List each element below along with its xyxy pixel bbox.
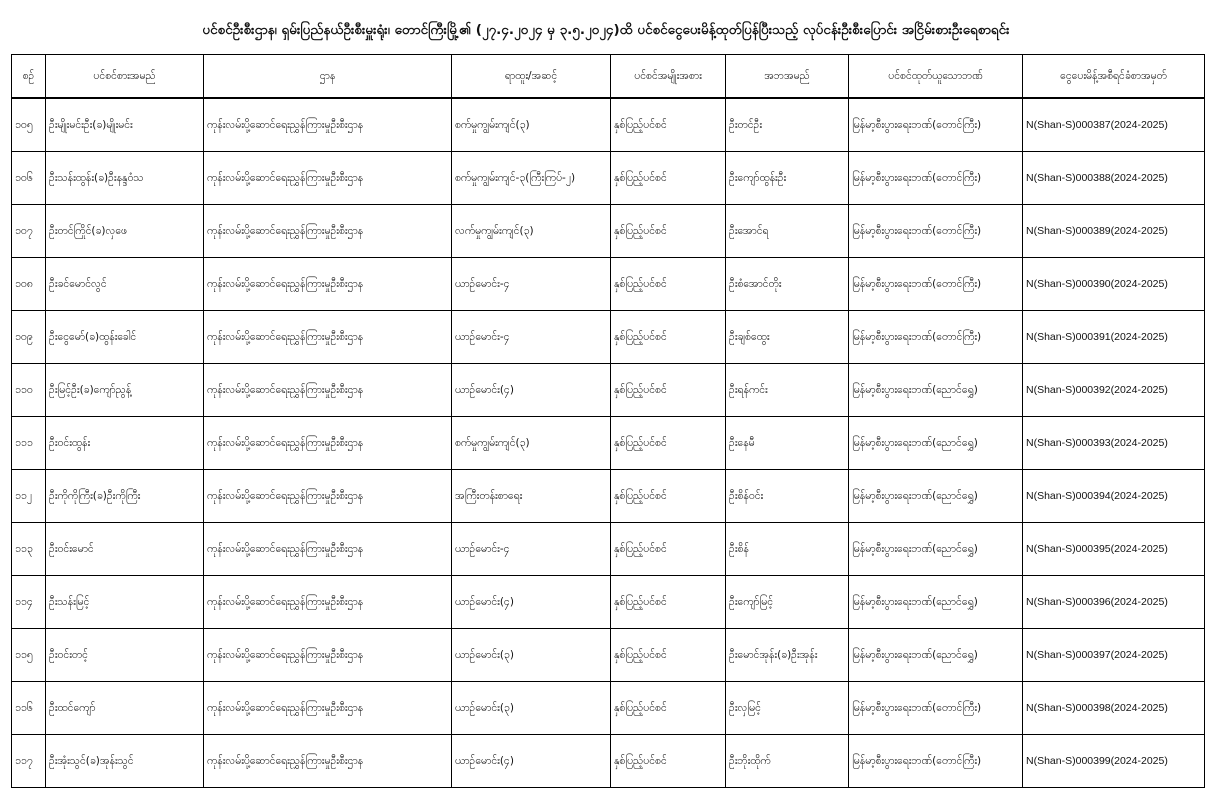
- cell-name: ဦးခင်မောင်လွင်: [46, 258, 204, 311]
- cell-no: ၁၀၉: [12, 311, 46, 364]
- cell-rank: အကြီးတန်းစာရေး: [452, 470, 611, 523]
- cell-father: ဦးတင်ဦး: [726, 98, 849, 152]
- cell-license: N(Shan-S)000397(2024-2025): [1023, 629, 1205, 682]
- cell-rank: စက်မှုကျွမ်းကျင်(၃): [452, 98, 611, 152]
- cell-license: N(Shan-S)000388(2024-2025): [1023, 152, 1205, 205]
- cell-father: ဦးရန်ကင်း: [726, 364, 849, 417]
- header-father: အဘအမည်: [726, 55, 849, 99]
- cell-rank: ယာဉ်မောင်း-၄: [452, 258, 611, 311]
- cell-department: ကုန်းလမ်းပို့ဆောင်ရေးညွှန်ကြားမှုဦးစီးဌာန: [204, 205, 452, 258]
- cell-rank: ယာဉ်မောင်း-၄: [452, 523, 611, 576]
- cell-rank: စက်မှုကျွမ်းကျင်(၃): [452, 417, 611, 470]
- table-row: [12, 98, 1205, 152]
- cell-department: ကုန်းလမ်းပို့ဆောင်ရေးညွှန်ကြားမှုဦးစီးဌာန: [204, 311, 452, 364]
- table-row: [12, 523, 1205, 576]
- cell-license: N(Shan-S)000399(2024-2025): [1023, 735, 1205, 788]
- cell-license: N(Shan-S)000392(2024-2025): [1023, 364, 1205, 417]
- table-row: [12, 682, 1205, 735]
- cell-rank: ယာဉ်မောင်း-၄: [452, 311, 611, 364]
- cell-no: ၁၁၁: [12, 417, 46, 470]
- table-row: [12, 735, 1205, 788]
- header-license: ငွေပေးမိန့်အစီရင်ခံစာအမှတ်: [1023, 55, 1205, 99]
- table-row: [12, 629, 1205, 682]
- cell-license: N(Shan-S)000393(2024-2025): [1023, 417, 1205, 470]
- cell-no: ၁၁၃: [12, 523, 46, 576]
- cell-name: ဦးမြင့်ဦး(ခ)ကျော်ညွန့်: [46, 364, 204, 417]
- cell-no: ၁၁၂: [12, 470, 46, 523]
- cell-father: ဦးကျော်ထွန်းဦး: [726, 152, 849, 205]
- cell-bank: မြန်မာ့စီးပွားရေးဘဏ်(တောင်ကြီး): [849, 258, 1023, 311]
- header-name: ပင်စင်စားအမည်: [46, 55, 204, 99]
- cell-no: ၁၀၇: [12, 205, 46, 258]
- cell-department: ကုန်းလမ်းပို့ဆောင်ရေးညွှန်ကြားမှုဦးစီးဌာန: [204, 629, 452, 682]
- cell-license: N(Shan-S)000395(2024-2025): [1023, 523, 1205, 576]
- cell-no: ၁၀၅: [12, 98, 46, 152]
- cell-no: ၁၀၆: [12, 152, 46, 205]
- cell-department: ကုန်းလမ်းပို့ဆောင်ရေးညွှန်ကြားမှုဦးစီးဌာန: [204, 258, 452, 311]
- cell-name: ဦးမျိုးမင်းဦး(ခ)မျိုးမင်း: [46, 98, 204, 152]
- cell-pension-type: နှစ်ပြည့်ပင်စင်: [611, 576, 726, 629]
- header-rank: ရာထူး/အဆင့်: [452, 55, 611, 99]
- cell-bank: မြန်မာ့စီးပွားရေးဘဏ်(တောင်ကြီး): [849, 205, 1023, 258]
- table-row: [12, 417, 1205, 470]
- cell-father: ဦးစိန်: [726, 523, 849, 576]
- table-row: [12, 576, 1205, 629]
- table-row: [12, 258, 1205, 311]
- cell-name: ဦးဝင်းထွန်း: [46, 417, 204, 470]
- cell-license: N(Shan-S)000391(2024-2025): [1023, 311, 1205, 364]
- cell-name: ဦးသန်းထွန်း(ခ)ဦးနန္ဒဝံသ: [46, 152, 204, 205]
- table-row: [12, 311, 1205, 364]
- cell-department: ကုန်းလမ်းပို့ဆောင်ရေးညွှန်ကြားမှုဦးစီးဌာန: [204, 735, 452, 788]
- cell-department: ကုန်းလမ်းပို့ဆောင်ရေးညွှန်ကြားမှုဦးစီးဌာန: [204, 152, 452, 205]
- header-bank: ပင်စင်ထုတ်ယူသောဘဏ်: [849, 55, 1023, 99]
- document-title: ပင်စင်ဦးစီးဌာန၊ ရှမ်းပြည်နယ်ဦးစီးမှူးရုံး၊ တောင်ကြီးမြို့၏ (၂၇.၄.၂၀၂၄ မှ ၃.၅.၂၀၂၄)ထိ ပင်စင်ငွေပေးမိန့်ထုတ်ပြန်ပြီးသည့် လုပ်ငန်းဦးစီးပြောင်း အငြိမ်းစားဦးရေစာရင်း: [202, 22, 1010, 38]
- cell-bank: မြန်မာ့စီးပွားရေးဘဏ်(ညောင်ရွှေ): [849, 364, 1023, 417]
- header-department: ဌာန: [204, 55, 452, 99]
- cell-department: ကုန်းလမ်းပို့ဆောင်ရေးညွှန်ကြားမှုဦးစီးဌာန: [204, 417, 452, 470]
- cell-department: ကုန်းလမ်းပို့ဆောင်ရေးညွှန်ကြားမှုဦးစီးဌာန: [204, 682, 452, 735]
- cell-father: ဦးနေမီ: [726, 417, 849, 470]
- cell-license: N(Shan-S)000396(2024-2025): [1023, 576, 1205, 629]
- cell-name: ဦးဝင်းမောင်: [46, 523, 204, 576]
- cell-pension-type: နှစ်ပြည့်ပင်စင်: [611, 682, 726, 735]
- cell-pension-type: နှစ်ပြည့်ပင်စင်: [611, 311, 726, 364]
- cell-father: ဦးချစ်ထွေး: [726, 311, 849, 364]
- table-row: [12, 205, 1205, 258]
- cell-name: ဦးထင်ကျော်: [46, 682, 204, 735]
- pension-table: [11, 54, 1205, 788]
- cell-department: ကုန်းလမ်းပို့ဆောင်ရေးညွှန်ကြားမှုဦးစီးဌာန: [204, 470, 452, 523]
- cell-no: ၁၁၄: [12, 576, 46, 629]
- cell-pension-type: နှစ်ပြည့်ပင်စင်: [611, 629, 726, 682]
- cell-name: ဦးငွေမော်(ခ)ထွန်းခေါင်: [46, 311, 204, 364]
- cell-no: ၁၁၀: [12, 364, 46, 417]
- cell-rank: လက်မှုကျွမ်းကျင်(၃): [452, 205, 611, 258]
- cell-department: ကုန်းလမ်းပို့ဆောင်ရေးညွှန်ကြားမှုဦးစီးဌာန: [204, 364, 452, 417]
- cell-father: ဦးစိန်ဝင်း: [726, 470, 849, 523]
- table-row: [12, 364, 1205, 417]
- cell-father: ဦးကျော်မြင့်: [726, 576, 849, 629]
- cell-name: ဦးဝင်းတင့်: [46, 629, 204, 682]
- table-row: [12, 152, 1205, 205]
- cell-license: N(Shan-S)000387(2024-2025): [1023, 98, 1205, 152]
- cell-name: ဦးတင်ကြိုင်(ခ)လှဖေ: [46, 205, 204, 258]
- cell-father: ဦးအောင်ရ: [726, 205, 849, 258]
- cell-pension-type: နှစ်ပြည့်ပင်စင်: [611, 523, 726, 576]
- cell-rank: ယာဉ်မောင်း(၄): [452, 364, 611, 417]
- cell-department: ကုန်းလမ်းပို့ဆောင်ရေးညွှန်ကြားမှုဦးစီးဌာန: [204, 98, 452, 152]
- cell-license: N(Shan-S)000394(2024-2025): [1023, 470, 1205, 523]
- cell-no: ၁၁၆: [12, 682, 46, 735]
- cell-name: ဦးသန်းမြင့်: [46, 576, 204, 629]
- cell-pension-type: နှစ်ပြည့်ပင်စင်: [611, 98, 726, 152]
- cell-rank: ယာဉ်မောင်း(၄): [452, 735, 611, 788]
- cell-pension-type: နှစ်ပြည့်ပင်စင်: [611, 417, 726, 470]
- cell-pension-type: နှစ်ပြည့်ပင်စင်: [611, 258, 726, 311]
- cell-father: ဦးမောင်အုန်း(ခ)ဦးအုန်း: [726, 629, 849, 682]
- cell-bank: မြန်မာ့စီးပွားရေးဘဏ်(တောင်ကြီး): [849, 735, 1023, 788]
- cell-bank: မြန်မာ့စီးပွားရေးဘဏ်(ညောင်ရွှေ): [849, 470, 1023, 523]
- cell-department: ကုန်းလမ်းပို့ဆောင်ရေးညွှန်ကြားမှုဦးစီးဌာန: [204, 576, 452, 629]
- table-row: [12, 470, 1205, 523]
- header-no: စဉ်: [12, 55, 46, 99]
- cell-father: ဦးစံအောင်တိုး: [726, 258, 849, 311]
- cell-no: ၁၁၅: [12, 629, 46, 682]
- cell-license: N(Shan-S)000390(2024-2025): [1023, 258, 1205, 311]
- cell-father: ဦးဘိုးထိုက်: [726, 735, 849, 788]
- cell-rank: ယာဉ်မောင်း(၄): [452, 576, 611, 629]
- cell-bank: မြန်မာ့စီးပွားရေးဘဏ်(ညောင်ရွှေ): [849, 629, 1023, 682]
- cell-name: ဦးအုံးသွင်(ခ)အုန်းသွင်: [46, 735, 204, 788]
- cell-rank: ယာဉ်မောင်း(၃): [452, 629, 611, 682]
- cell-rank: ယာဉ်မောင်း(၃): [452, 682, 611, 735]
- cell-pension-type: နှစ်ပြည့်ပင်စင်: [611, 205, 726, 258]
- cell-license: N(Shan-S)000389(2024-2025): [1023, 205, 1205, 258]
- cell-no: ၁၁၇: [12, 735, 46, 788]
- cell-bank: မြန်မာ့စီးပွားရေးဘဏ်(တောင်ကြီး): [849, 311, 1023, 364]
- cell-pension-type: နှစ်ပြည့်ပင်စင်: [611, 152, 726, 205]
- cell-father: ဦးလှမြင့်: [726, 682, 849, 735]
- table-header-row: [12, 55, 1205, 99]
- cell-bank: မြန်မာ့စီးပွားရေးဘဏ်(ညောင်ရွှေ): [849, 417, 1023, 470]
- cell-bank: မြန်မာ့စီးပွားရေးဘဏ်(ညောင်ရွှေ): [849, 576, 1023, 629]
- cell-bank: မြန်မာ့စီးပွားရေးဘဏ်(တောင်ကြီး): [849, 152, 1023, 205]
- cell-license: N(Shan-S)000398(2024-2025): [1023, 682, 1205, 735]
- cell-name: ဦးကိုကိုကြီး(ခ)ဦးကိုကြီး: [46, 470, 204, 523]
- cell-bank: မြန်မာ့စီးပွားရေးဘဏ်(တောင်ကြီး): [849, 98, 1023, 152]
- table-body: [12, 98, 1205, 788]
- cell-pension-type: နှစ်ပြည့်ပင်စင်: [611, 470, 726, 523]
- cell-bank: မြန်မာ့စီးပွားရေးဘဏ်(ညောင်ရွှေ): [849, 523, 1023, 576]
- header-pension-type: ပင်စင်အမျိုးအစား: [611, 55, 726, 99]
- cell-bank: မြန်မာ့စီးပွားရေးဘဏ်(တောင်ကြီး): [849, 682, 1023, 735]
- cell-pension-type: နှစ်ပြည့်ပင်စင်: [611, 735, 726, 788]
- cell-rank: စက်မှုကျွမ်းကျင်-၃(ကြီးကြပ်-၂): [452, 152, 611, 205]
- cell-department: ကုန်းလမ်းပို့ဆောင်ရေးညွှန်ကြားမှုဦးစီးဌာန: [204, 523, 452, 576]
- cell-no: ၁၀၈: [12, 258, 46, 311]
- cell-pension-type: နှစ်ပြည့်ပင်စင်: [611, 364, 726, 417]
